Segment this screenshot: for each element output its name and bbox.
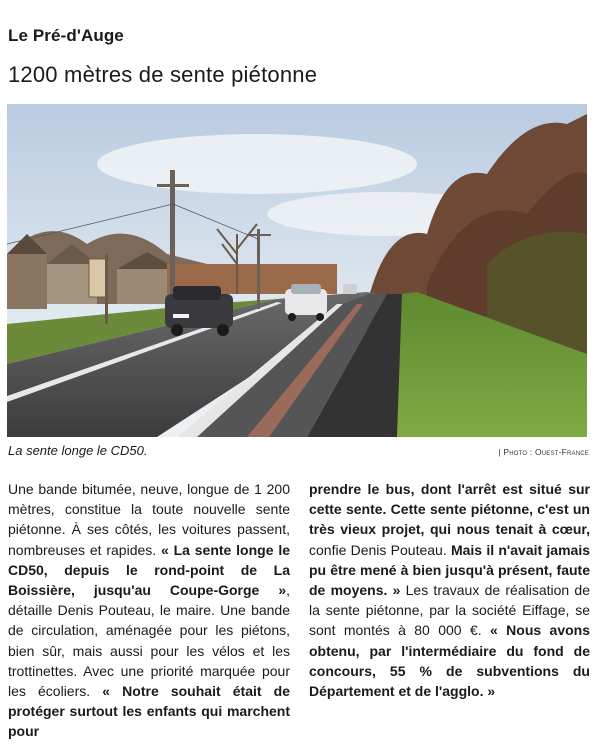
body-text: , détaille Denis Pouteau, le maire. Une bande de circulation, aménagée pour les piétons, bien sûr, mais aussi pour les vélos et les trottinettes. Avec une priorité marquée pour les écoliers. — [8, 582, 290, 700]
body-quote: « Notre souhait était de protéger surtout les enfants qui marchent pour — [8, 683, 290, 740]
body-quote: « Nous avons obtenu, par l'intermédiaire du fond de concours, 55 % de subventions du Département et de l'agglo. » — [309, 622, 590, 700]
road-photo-illustration — [7, 104, 587, 437]
body-text: confie Denis Pouteau. — [309, 541, 451, 558]
body-quote: prendre le bus, dont l'arrêt est situé sur cette sente. Cette sente piétonne, c'est un très vieux projet, qui nous tenait à cœur, — [309, 481, 590, 538]
body-quote: Mais il n'avait jamais pu être mené à bien jusqu'à présent, faute de moyens. » — [309, 541, 591, 599]
body-quote: « La sente longe le CD50, depuis le rond-point de La Boissière, jusqu'au Coupe-Gorge » — [8, 541, 290, 599]
photo-caption: La sente longe le CD50. — [8, 443, 148, 458]
article-body-column-left — [8, 479, 290, 742]
body-paragraph-left — [8, 479, 290, 742]
body-text: Les travaux de réalisation de la sente piétonne, par la société Eiffage, se sont montés à 80 000 €. — [309, 582, 590, 639]
article-headline: 1200 mètres de sente piétonne — [8, 62, 318, 87]
article-body-column-right — [309, 479, 590, 701]
article-photo — [7, 104, 587, 437]
body-paragraph-right — [309, 479, 590, 701]
body-text: Une bande bitumée, neuve, longue de 1 200 mètres, constitue la toute nouvelle sente piétonne. À ses côtés, les voitures passent, nombreuses et rapides. — [8, 481, 290, 558]
photo-credit: | Photo : Ouest-France — [498, 447, 589, 457]
section-kicker: Le Pré-d'Auge — [8, 26, 124, 45]
